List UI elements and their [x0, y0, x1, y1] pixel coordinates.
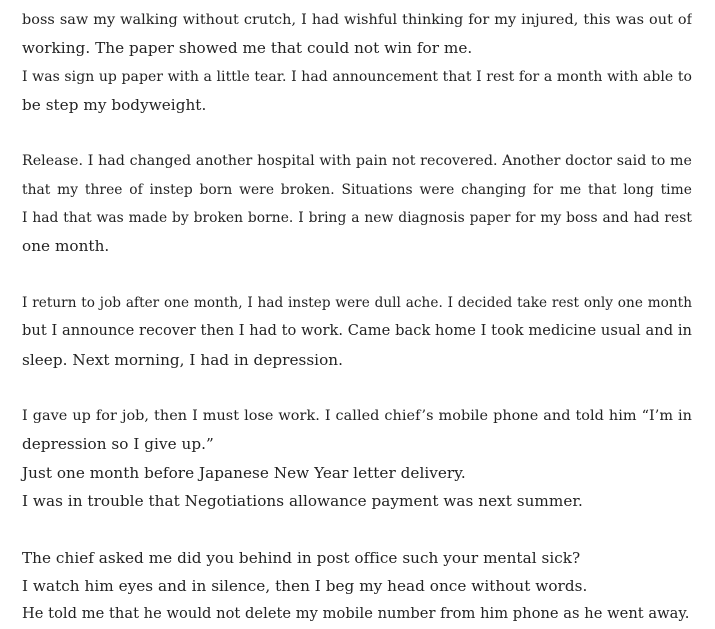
text-line: working. The paper showed me that could not win for me.: [22, 39, 473, 58]
text-line: that my three of instep born were broken. Situations were changing for me that long time: [22, 181, 692, 198]
text-line: but I announce recover then I had to work. Came back home I took medicine usual and in: [22, 322, 692, 340]
paragraph-1: [22, 6, 692, 119]
paragraph-gap: [22, 515, 692, 543]
paragraph-5: [22, 544, 692, 629]
text-line: I return to job after one month, I had instep were dull ache. I decided take rest only one month: [22, 294, 692, 311]
text-line: sleep. Next morning, I had in depression.: [22, 350, 343, 369]
document-body: [22, 6, 692, 629]
paragraph-gap: [22, 374, 692, 402]
paragraph-3: [22, 289, 692, 374]
text-line: The chief asked me did you behind in post office such your mental sick?: [22, 548, 581, 567]
text-line: depression so I give up.”: [22, 435, 214, 454]
paragraph-2: [22, 147, 692, 260]
text-line: I gave up for job, then I must lose work. I called chief’s mobile phone and told him “I’m in: [22, 408, 692, 425]
text-line: He told me that he would not delete my mobile number from him phone as he went away.: [22, 605, 690, 623]
paragraph-4: [22, 402, 692, 515]
text-line: I watch him eyes and in silence, then I beg my head once without words.: [22, 576, 588, 595]
text-line: be step my bodyweight.: [22, 95, 207, 114]
paragraph-gap: [22, 119, 692, 147]
text-line: I was sign up paper with a little tear. I had announcement that I rest for a month with able to: [22, 68, 692, 85]
text-line: Just one month before Japanese New Year letter delivery.: [22, 463, 466, 482]
text-line: I was in trouble that Negotiations allowance payment was next summer.: [22, 492, 583, 511]
paragraph-gap: [22, 261, 692, 289]
text-line: one month.: [22, 237, 110, 256]
text-line: boss saw my walking without crutch, I had wishful thinking for my injured, this was out of: [22, 12, 692, 28]
text-line: I had that was made by broken borne. I bring a new diagnosis paper for my boss and had rest: [22, 210, 692, 227]
text-line: Release. I had changed another hospital with pain not recovered. Another doctor said to me: [22, 153, 692, 170]
